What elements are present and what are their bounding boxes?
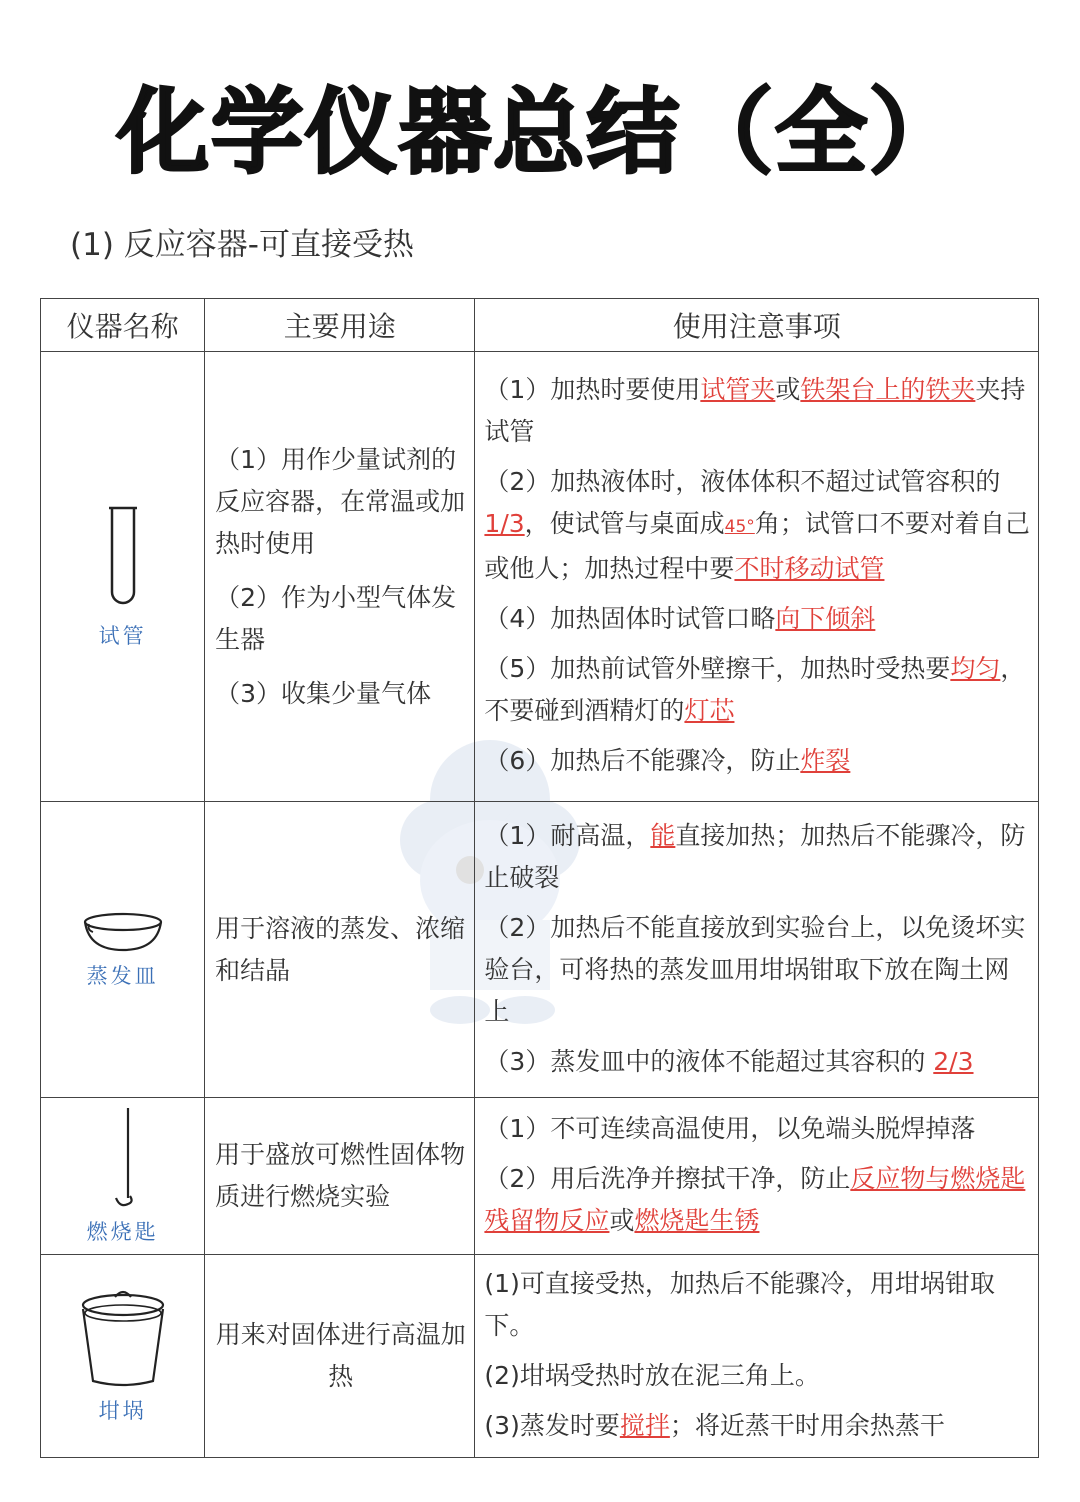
- use-cell: [205, 1255, 475, 1458]
- note-text: （1）不可连续高温使用，以免端头脱焊掉落: [484, 1114, 976, 1143]
- notes-cell: [475, 1255, 1039, 1458]
- instrument-cell: [41, 352, 205, 802]
- header-name: 仪器名称: [41, 299, 205, 352]
- instrument-cell: [41, 1098, 205, 1255]
- use-cell: [205, 352, 475, 802]
- note-text: （2）用后洗净并擦拭干净，防止反应物与燃烧匙残留物反应或燃烧匙生锈: [484, 1164, 1026, 1235]
- note-text: (3)蒸发时要搅拌；将近蒸干时用余热蒸干: [484, 1411, 945, 1440]
- instrument-cell: [41, 802, 205, 1098]
- instrument-name: 燃烧匙: [86, 1220, 159, 1244]
- note-text: (1)可直接受热，加热后不能骤冷，用坩埚钳取下。: [484, 1269, 995, 1340]
- note-text: （6）加热后不能骤冷，防止炸裂: [484, 746, 851, 775]
- note-text: （4）加热固体时试管口略向下倾斜: [484, 604, 876, 633]
- crucible-icon: [77, 1287, 169, 1389]
- table-row: [41, 352, 1039, 802]
- instrument-cell: [41, 1255, 205, 1458]
- use-cell: [205, 1098, 475, 1255]
- note-text: (2)坩埚受热时放在泥三角上。: [484, 1361, 820, 1390]
- note-text: （5）加热前试管外壁擦干，加热时受热要均匀，不要碰到酒精灯的灯芯: [484, 654, 1026, 725]
- use-text: 用于溶液的蒸发、浓缩和结晶: [215, 913, 466, 985]
- instrument-table: [40, 298, 1039, 1458]
- notes-cell: [475, 352, 1039, 802]
- section-heading: (1) 反应容器-可直接受热: [70, 227, 414, 263]
- use-text: 用来对固体进行高温加热: [215, 1320, 466, 1391]
- header-notes: 使用注意事项: [475, 299, 1039, 352]
- note-text: （1）耐高温，能直接加热；加热后不能骤冷，防止破裂: [484, 820, 1026, 892]
- combustion-spoon-icon: [108, 1106, 138, 1210]
- use-text: （3）收集少量气体: [215, 678, 432, 708]
- instrument-name: 试管: [98, 623, 147, 648]
- use-text: （1）用作少量试剂的反应容器，在常温或加热时使用: [215, 444, 466, 558]
- header-use: 主要用途: [205, 299, 475, 352]
- instrument-name: 蒸发皿: [86, 963, 159, 988]
- note-text: （1）加热时要使用试管夹或铁架台上的铁夹夹持试管: [484, 375, 1026, 446]
- use-text: （2）作为小型气体发生器: [215, 582, 457, 654]
- instrument-name: 坩埚: [98, 1399, 147, 1423]
- table-row: [41, 1255, 1039, 1458]
- table-row: [41, 1098, 1039, 1255]
- notes-cell: [475, 1098, 1039, 1255]
- test-tube-icon: [103, 504, 143, 614]
- table-row: [41, 802, 1039, 1098]
- notes-cell: [475, 802, 1039, 1098]
- page-title: 化学仪器总结（全）: [116, 79, 963, 186]
- note-text: （2）加热后不能直接放到实验台上，以免烫坏实验台，可将热的蒸发皿用坩埚钳取下放在陶土网上: [484, 912, 1026, 1026]
- note-text: （2）加热液体时，液体体积不超过试管容积的1/3，使试管与桌面成45°角；试管口不要对着自己或他人；加热过程中要不时移动试管: [484, 467, 1030, 583]
- table-header-row: [41, 299, 1039, 352]
- use-cell: [205, 802, 475, 1098]
- note-text: （3）蒸发皿中的液体不能超过其容积的 2/3: [484, 1046, 974, 1076]
- evaporating-dish-icon: [81, 910, 165, 954]
- use-text: 用于盛放可燃性固体物质进行燃烧实验: [215, 1140, 466, 1211]
